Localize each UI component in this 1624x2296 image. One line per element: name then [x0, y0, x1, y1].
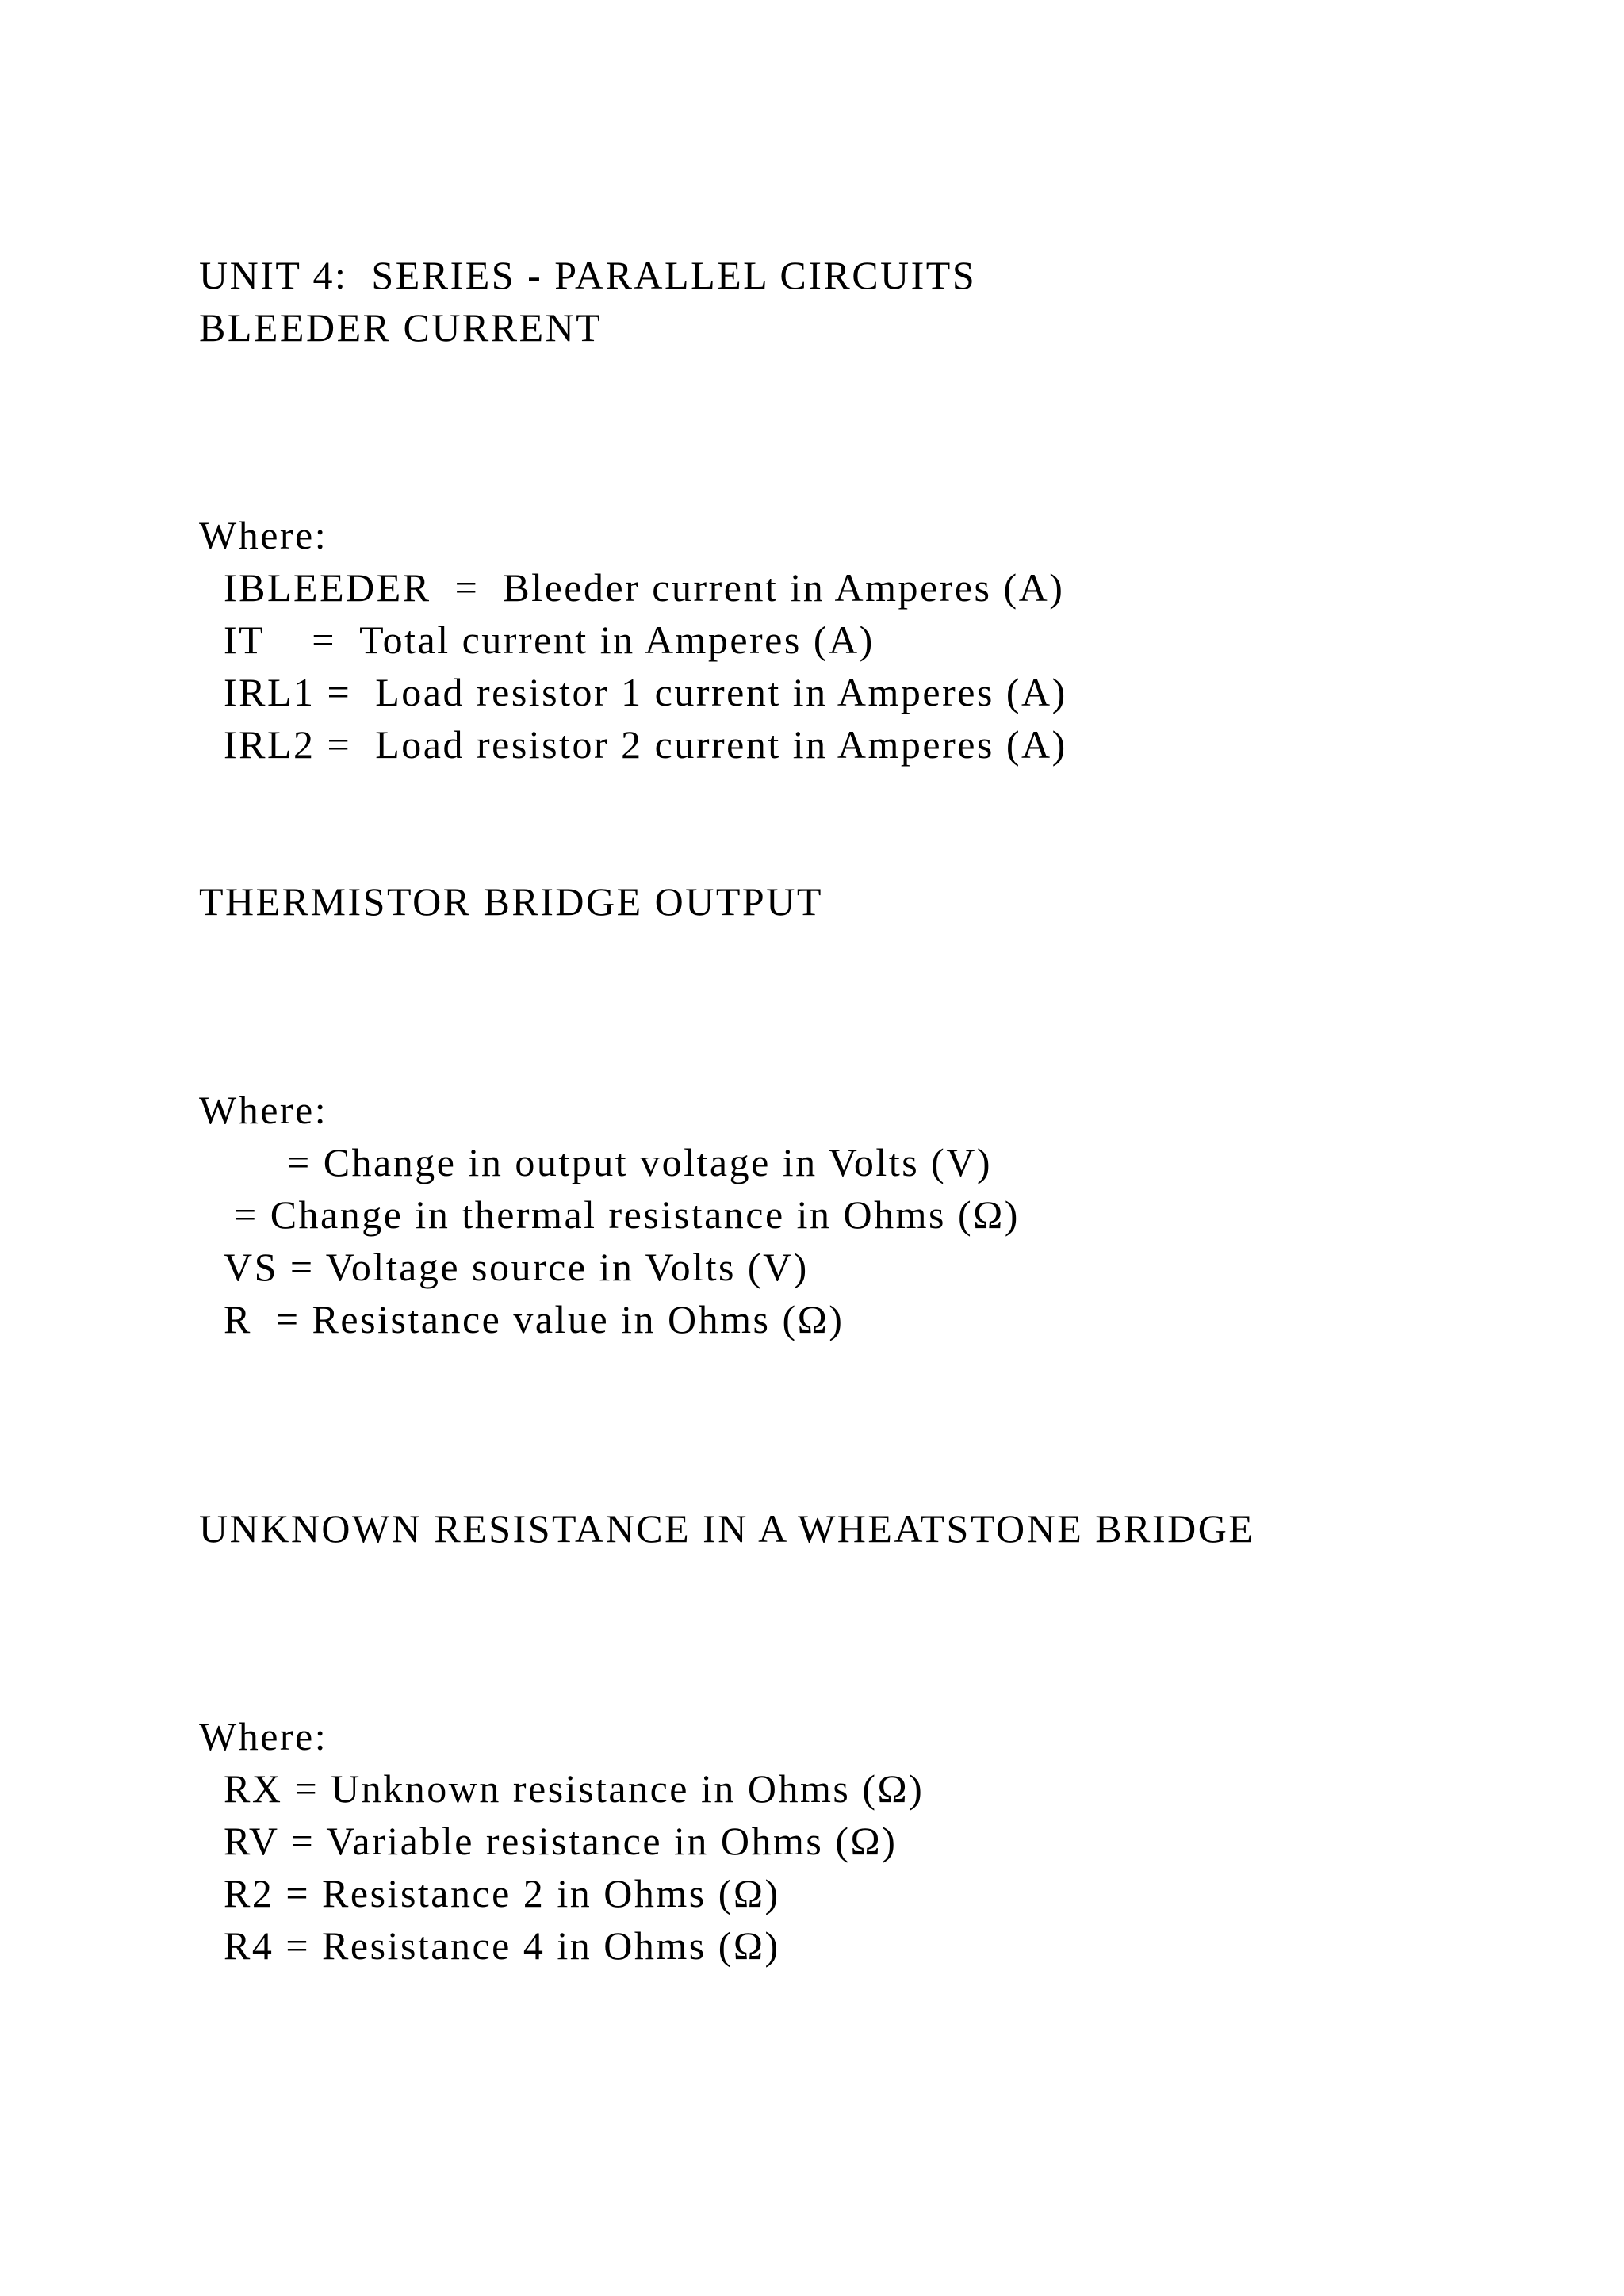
- unit-heading: UNIT 4: SERIES - PARALLEL CIRCUITS: [199, 253, 977, 297]
- definition-line: IBLEEDER = Bleeder current in Amperes (A): [224, 565, 1065, 610]
- section-title-wheatstone-bridge: UNKNOWN RESISTANCE IN A WHEATSTONE BRIDGE: [199, 1506, 1255, 1551]
- section-title-thermistor-bridge-output: THERMISTOR BRIDGE OUTPUT: [199, 879, 823, 924]
- definition-line: RV = Variable resistance in Ohms (Ω): [224, 1819, 898, 1863]
- where-label: Where:: [199, 513, 328, 557]
- definition-line: IRL1 = Load resistor 1 current in Amperes (A): [224, 670, 1067, 714]
- definition-line: = Change in output voltage in Volts (V): [287, 1140, 993, 1184]
- definition-line: = Change in thermal resistance in Ohms (Ω): [234, 1192, 1020, 1237]
- definition-line: VS = Voltage source in Volts (V): [224, 1245, 809, 1289]
- section-title-bleeder-current: BLEEDER CURRENT: [199, 305, 603, 350]
- definition-line: R = Resistance value in Ohms (Ω): [224, 1297, 845, 1341]
- definition-line: IT = Total current in Amperes (A): [224, 618, 875, 662]
- definition-line: RX = Unknown resistance in Ohms (Ω): [224, 1766, 925, 1811]
- definition-line: IRL2 = Load resistor 2 current in Amperes (A): [224, 722, 1067, 767]
- definition-line: R4 = Resistance 4 in Ohms (Ω): [224, 1923, 780, 1968]
- where-label: Where:: [199, 1714, 328, 1758]
- definition-line: R2 = Resistance 2 in Ohms (Ω): [224, 1871, 780, 1915]
- where-label: Where:: [199, 1088, 328, 1132]
